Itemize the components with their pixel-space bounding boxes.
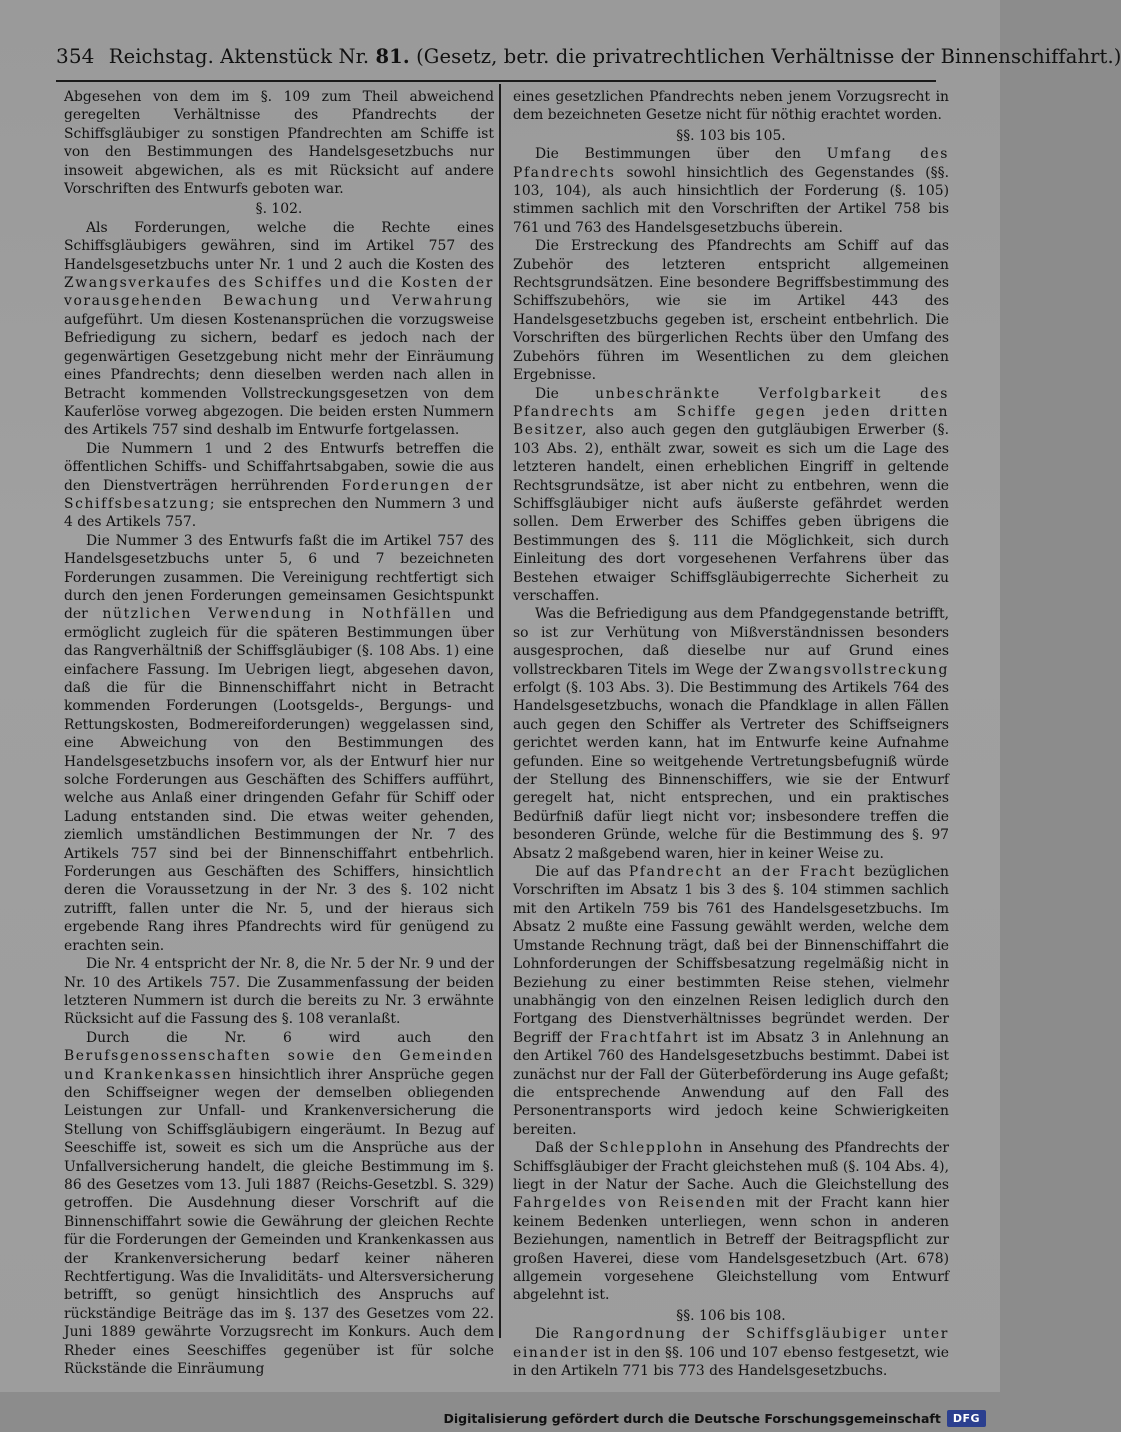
paragraph: Die Nr. 4 entspricht der Nr. 8, die Nr. 5 der Nr. 9 und der Nr. 10 des Artikels 757. Die Zusammenfassung der beiden letzteren Nummern ist durch die bereits zu Nr. 3 erwähnte Rücksicht auf die Fassung des §. 108 veranlaßt. xyxy=(64,956,494,1028)
paragraph: Die Nummer 3 des Entwurfs faßt die im Artikel 757 des Handelsgesetzbuchs unter 5, 6 und 7 bezeichneten Forderungen zusammen. Die Vereinigung rechtfertigt sich durch den jenen Forderungen gemeinsamen Gesichtspunkt der nützlichen Verwendung in Nothfällen und ermöglicht zugleich für die späteren Bestimmungen über das Rangverhältniß der Schiffsgläubiger (§. 108 Abs. 1) eine einfachere Fassung. Im Uebrigen liegt, abgesehen davon, daß die für die Binnenschiffahrt nicht in Betracht kommenden Forderungen (Lootsgelds-, Bergungs- und Rettungskosten, Bodmereiforderungen) weggelassen sind, eine Abweichung von den Bestimmungen des Handelsgesetzbuchs insofern vor, als der Entwurf hier nur solche Forderungen aus Geschäften des Schiffers aufführt, welche aus Anlaß einer dringenden Gefahr für Schiff oder Ladung entstanden sind. Die etwas weiter gehenden, ziemlich umständlichen Bestimmungen der Nr. 7 des Artikels 757 sind bei der Binnenschiffahrt entbehrlich. Forderungen aus Geschäften des Schiffers, hinsichtlich deren die Voraussetzung in der Nr. 3 des §. 102 nicht zutrifft, fallen unter die Nr. 5, und der hieraus sich ergebende Rang ihres Pfandrechts wird für genügend zu erachten sein. xyxy=(64,532,494,954)
paragraph: Die Bestimmungen über den Umfang des Pfandrechts sowohl hinsichtlich des Gegenstandes (§§. 103, 104), als auch hinsichtlich der Forderung (§. 105) stimmen sachlich mit den Vorschriften der Artikel 758 bis 761 und 763 des Handelsgesetzbuchs überein. xyxy=(513,146,949,236)
paragraph: Als Forderungen, welche die Rechte eines Schiffsgläubigers gewähren, sind im Artikel 757 des Handelsgesetzbuchs unter Nr. 1 und 2 auch die Kosten des Zwangsverkaufes des Schiffes und die Kosten der vorausgehenden Bewachung und Verwahrung aufgeführt. Um diesen Kostenansprüchen die vorzugsweise Befriedigung zu sichern, bedarf es jedoch nach der gegenwärtigen Gesetzgebung nicht mehr der Einräumung eines Pfandrechts; denn dieselben werden nach allen in Betracht kommenden Vollstreckungsgesetzen von dem Kauferlöse vorweg abgezogen. Die beiden ersten Nummern des Artikels 757 sind deshalb im Entwurfe fortgelassen. xyxy=(64,219,494,439)
paragraph: Was die Befriedigung aus dem Pfandgegenstande betrifft, so ist zur Verhütung von Mißverständnissen besonders ausgesprochen, daß dieselbe nur auf Grund eines vollstreckbaren Titels im Wege der Zwangsvollstreckung erfolgt (§. 103 Abs. 3). Die Bestimmung des Artikels 764 des Handelsgesetzbuchs, wonach die Pfandklage in allen Fällen auch gegen den Schiffer als Vertreter des Schiffseigners gerichtet werden kann, hat im Entwurfe keine Aufnahme gefunden. Eine so weitgehende Vertretungsbefugniß würde der Stellung des Binnenschiffers, wie sie der Entwurf geregelt hat, nicht entsprechen, und ein praktisches Bedürfniß dafür liegt nicht vor; insbesondere treffen die besonderen Gründe, welche für die Bestimmung des §. 97 Absatz 2 maßgebend waren, hier in keiner Weise zu. xyxy=(513,606,949,862)
page-header xyxy=(56,44,1121,68)
paragraph: Abgesehen von dem im §. 109 zum Theil abweichend geregelten Verhältnisse des Pfandrechts der Schiffsgläubiger zu sonstigen Pfandrechten am Schiffe ist von den Bestimmungen des Handelsgesetzbuchs nur insoweit abgewichen, als es mit Rücksicht auf andere Vorschriften des Entwurfs geboten war. xyxy=(64,89,494,198)
section-heading: §. 102. xyxy=(255,201,303,218)
digitization-footer xyxy=(443,1410,986,1427)
page-number: 354 xyxy=(56,44,95,68)
footer-text: Digitalisierung gefördert durch die Deutsche Forschungsgemeinschaft xyxy=(443,1411,941,1426)
paragraph: Die auf das Pfandrecht an der Fracht bezüglichen Vorschriften im Absatz 1 bis 3 des §. 104 stimmen sachlich mit den Artikeln 759 bis 761 des Handelsgesetzbuchs. Im Absatz 2 mußte eine Fassung gewählt werden, welche dem Umstande Rechnung trägt, daß bei der Binnenschiffahrt die Lohnforderungen der Schiffsbesatzung regelmäßig nicht in Beziehung zu einer bestimmten Reise stehen, vielmehr unabhängig von den einzelnen Reisen lediglich durch den Fortgang des Dienstverhältnisses begründet werden. Der Begriff der Frachtfahrt ist im Absatz 3 in Anlehnung an den Artikel 760 des Handelsgesetzbuchs bestimmt. Dabei ist zunächst nur der Fall der Güterbeförderung ins Auge gefaßt; die entsprechende Anwendung auf den Fall des Personentransports wird jedoch keine Schwierigkeiten bereiten. xyxy=(513,864,949,1138)
paragraph: Durch die Nr. 6 wird auch den Berufsgenossenschaften sowie den Gemeinden und Krankenkassen hinsichtlich ihrer Ansprüche gegen den Schiffseigner wegen der demselben obliegenden Leistungen zur Unfall- und Krankenversicherung die Stellung von Schiffsgläubigern eingeräumt. In Bezug auf Seeschiffe ist, soweit es sich um die Ansprüche aus der Unfallversicherung handelt, die gleiche Bestimmung im §. 86 des Gesetzes vom 13. Juli 1887 (Reichs-Gesetzbl. S. 329) getroffen. Die Ausdehnung dieser Vorschrift auf die Binnenschiffahrt sowie die Gewährung der gleichen Rechte für die Forderungen der Gemeinden und Krankenkassen aus der Krankenversicherung bedarf keiner näheren Rechtfertigung. Was die Invaliditäts- und Altersversicherung betrifft, so genügt hinsichtlich des Anspruchs auf rückständige Beiträge das im §. 137 des Gesetzes vom 22. Juni 1889 gewährte Vorzugsrecht im Konkurs. Auch dem Rheder eines Seeschiffes gegenüber ist für solche Rückstände die Einräumung xyxy=(64,1029,494,1378)
paragraph: eines gesetzlichen Pfandrechts neben jenem Vorzugsrecht in dem bezeichneten Gesetze nicht für nöthig erachtet worden. xyxy=(513,89,949,124)
section-heading: §§. 106 bis 108. xyxy=(676,1307,786,1324)
header-article-number: 81. xyxy=(375,45,410,68)
paragraph: Die unbeschränkte Verfolgbarkeit des Pfandrechts am Schiffe gegen jeden dritten Besitzer, also auch gegen den gutgläubigen Erwerber (§. 103 Abs. 2), enthält zwar, soweit es sich um die Lage des letzteren handelt, einen erheblichen Eingriff in geltende Rechtsgrundsätze, ist aber nicht zu entbehren, wenn die Schiffsgläubiger nicht aufs äußerste gefährdet werden sollen. Dem Erwerber des Schiffes geben übrigens die Bestimmungen des §. 111 die Möglichkeit, sich durch Einleitung des dort vorgesehenen Verfahrens über das Bestehen etwaiger Schiffsgläubigerrechte Sicherheit zu verschaffen. xyxy=(513,385,949,604)
section-heading: §§. 103 bis 105. xyxy=(676,127,786,144)
left-column xyxy=(64,88,494,1378)
dfg-logo: DFG xyxy=(947,1410,986,1427)
header-rule xyxy=(56,80,936,82)
paragraph: Die Erstreckung des Pfandrechts am Schiff auf das Zubehör des letzteren entspricht allgemeinen Rechtsgrundsätzen. Eine besondere Begriffsbestimmung des Schiffszubehörs, wie sie im Artikel 443 des Handelsgesetzbuchs gegeben ist, erscheint entbehrlich. Die Vorschriften des bürgerlichen Rechts über den Umfang des Zubehörs führen im Wesentlichen zu dem gleichen Ergebnisse. xyxy=(513,238,949,384)
paragraph: Die Rangordnung der Schiffsgläubiger unter einander ist in den §§. 106 und 107 ebenso festgesetzt, wie in den Artikeln 771 bis 773 des Handelsgesetzbuchs. xyxy=(513,1326,949,1380)
header-subtitle: (Gesetz, betr. die privatrechtlichen Verhältnisse der Binnenschiffahrt.) xyxy=(416,45,1121,68)
right-column xyxy=(513,88,949,1380)
column-divider xyxy=(499,84,501,1338)
paragraph: Daß der Schlepplohn in Ansehung des Pfandrechts der Schiffsgläubiger der Fracht gleichstehen muß (§. 104 Abs. 4), liegt in der Natur der Sache. Auch die Gleichstellung des Fahrgeldes von Reisenden mit der Fracht kann hier keinem Bedenken unterliegen, wenn schon in anderen Beziehungen, namentlich in Betreff der Beitragspflicht zur großen Haverei, diese vom Handelsgesetzbuch (Art. 678) allgemein vorgesehene Gleichstellung vom Entwurf abgelehnt ist. xyxy=(513,1140,950,1304)
header-title: Reichstag. Aktenstück Nr. xyxy=(108,45,370,68)
paragraph: Die Nummern 1 und 2 des Entwurfs betreffen die öffentlichen Schiffs- und Schiffahrtsabgaben, sowie die aus den Dienstverträgen herrührenden Forderungen der Schiffsbesatzung; sie entsprechen den Nummern 3 und 4 des Artikels 757. xyxy=(64,440,494,531)
